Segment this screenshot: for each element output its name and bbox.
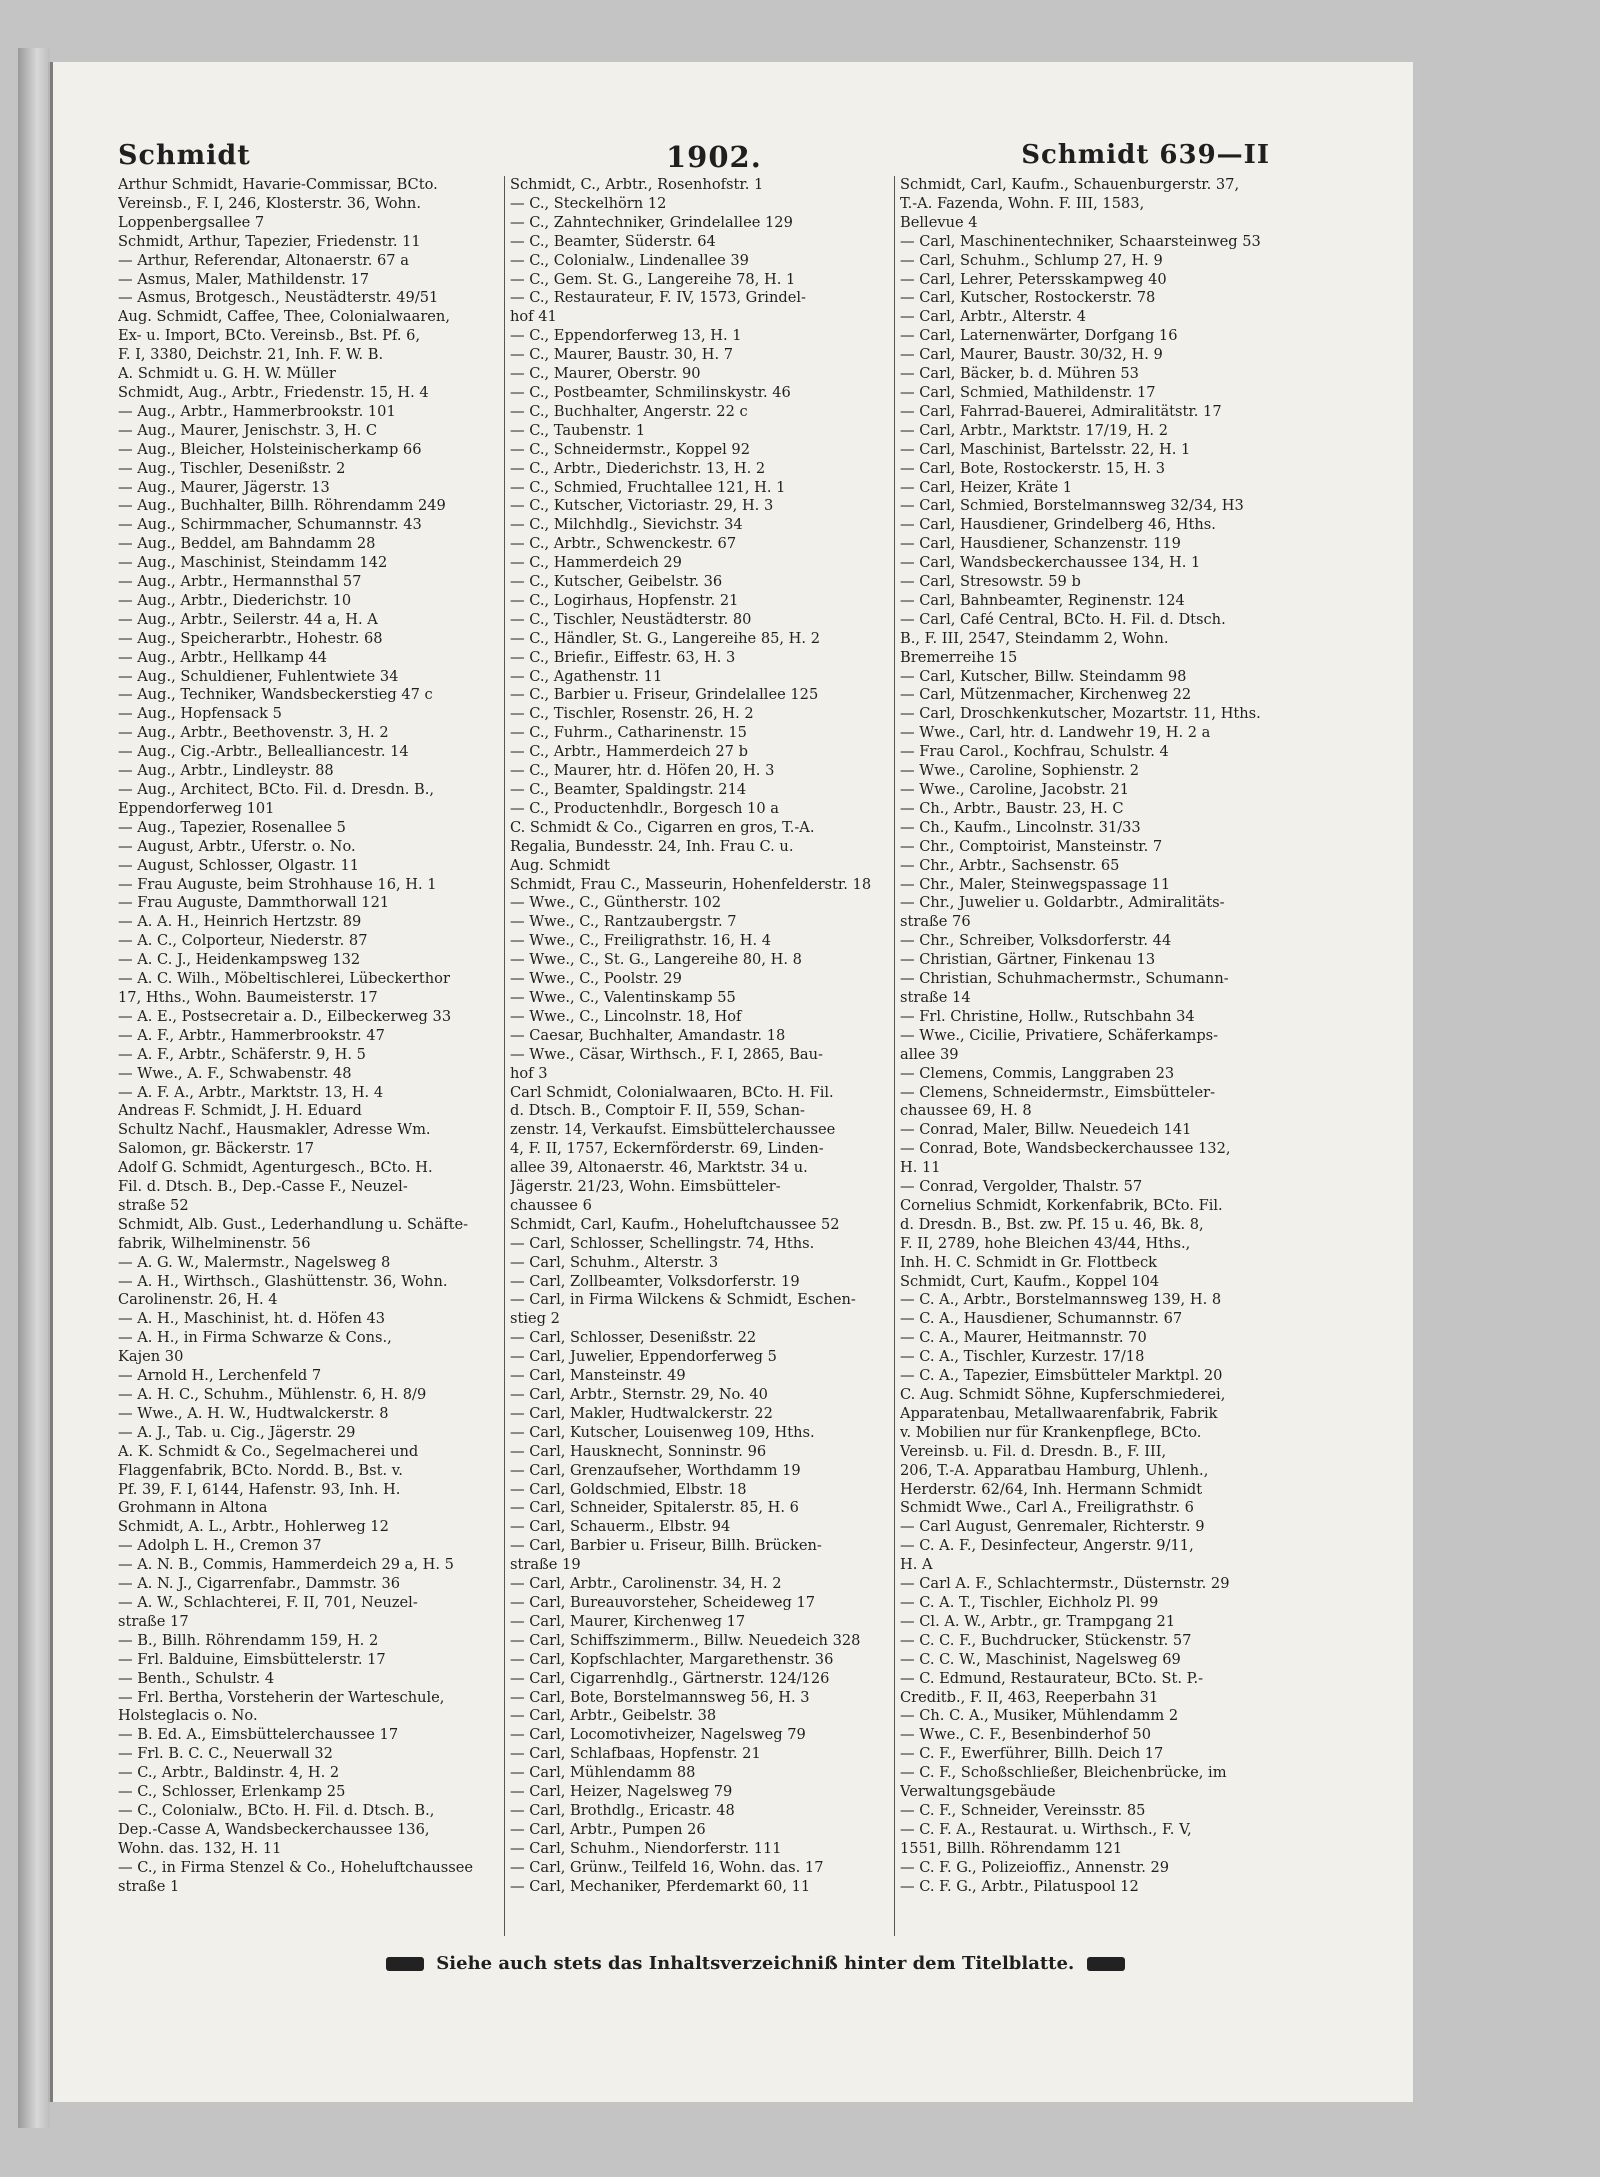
directory-entry: Bellevue 4 bbox=[900, 213, 978, 231]
directory-entry: — Conrad, Maler, Billw. Neuedeich 141 bbox=[900, 1121, 1192, 1139]
directory-entry: — Carl, Heizer, Kräte 1 bbox=[900, 478, 1073, 496]
directory-entry: Regalia, Bundesstr. 24, Inh. Frau C. u. bbox=[510, 837, 794, 855]
directory-entry: Aug. Schmidt bbox=[510, 856, 610, 874]
directory-entry: A. K. Schmidt & Co., Segelmacherei und bbox=[118, 1442, 419, 1460]
directory-entry: — Aug., Arbtr., Hellkamp 44 bbox=[118, 648, 328, 666]
directory-entry: — Aug., Architect, BCto. Fil. d. Dresdn. B., bbox=[118, 781, 435, 798]
directory-entry: — Adolph L. H., Cremon 37 bbox=[118, 1537, 322, 1555]
directory-entry: — Chr., Maler, Steinwegspassage 11 bbox=[900, 875, 1171, 893]
directory-entry: — Wwe., C., Valentinskamp 55 bbox=[510, 988, 736, 1006]
directory-entry: — Carl, Makler, Hudtwalckerstr. 22 bbox=[510, 1404, 773, 1422]
directory-entry: — Carl, Maurer, Baustr. 30/32, H. 9 bbox=[900, 346, 1163, 364]
directory-entry: allee 39 bbox=[900, 1045, 959, 1063]
directory-entry: straße 17 bbox=[118, 1612, 189, 1630]
directory-entry: — C., Agathenstr. 11 bbox=[510, 667, 663, 685]
directory-entry: Schmidt, Frau C., Masseurin, Hohenfelderstr. 18 bbox=[510, 875, 872, 893]
directory-entry: Andreas F. Schmidt, J. H. Eduard bbox=[118, 1102, 362, 1120]
directory-entry: — Carl, Café Central, BCto. H. Fil. d. Dtsch. bbox=[900, 610, 1226, 628]
directory-entry: — Carl, Barbier u. Friseur, Billh. Brücken- bbox=[510, 1537, 822, 1555]
directory-entry: — Carl, in Firma Wilckens & Schmidt, Eschen- bbox=[510, 1291, 856, 1309]
directory-entry: — Wwe., C. F., Besenbinderhof 50 bbox=[900, 1726, 1152, 1744]
directory-entry: — Aug., Arbtr., Seilerstr. 44 a, H. A bbox=[118, 610, 378, 628]
directory-entry: — C., Tischler, Neustädterstr. 80 bbox=[510, 610, 752, 628]
directory-entry: — B., Billh. Röhrendamm 159, H. 2 bbox=[118, 1631, 379, 1649]
directory-entry: — Aug., Maschinist, Steindamm 142 bbox=[118, 554, 388, 572]
directory-entry: — Carl, Grünw., Teilfeld 16, Wohn. das. 17 bbox=[510, 1858, 824, 1876]
directory-entry: — Carl, Schlafbaas, Hopfenstr. 21 bbox=[510, 1745, 761, 1763]
directory-entry: — Carl, Schneider, Spitalerstr. 85, H. 6 bbox=[510, 1499, 799, 1517]
directory-entry: — Aug., Tapezier, Rosenallee 5 bbox=[118, 818, 346, 836]
directory-entry: — Aug., Buchhalter, Billh. Röhrendamm 249 bbox=[118, 497, 446, 515]
directory-entry: Vereinsb. u. Fil. d. Dresdn. B., F. III, bbox=[900, 1442, 1167, 1460]
directory-entry: — C., Restaurateur, F. IV, 1573, Grindel- bbox=[510, 289, 806, 307]
directory-entry: — Wwe., Cicilie, Privatiere, Schäferkamps- bbox=[900, 1026, 1219, 1044]
directory-entry: — C., Buchhalter, Angerstr. 22 c bbox=[510, 402, 748, 420]
directory-entry: — Carl, Brothdlg., Ericastr. 48 bbox=[510, 1801, 735, 1819]
directory-entry: Aug. Schmidt, Caffee, Thee, Colonialwaaren, bbox=[118, 308, 450, 326]
directory-entry: Holsteglacis o. No. bbox=[118, 1707, 258, 1725]
directory-entry: — Carl, Cigarrenhdlg., Gärtnerstr. 124/126 bbox=[510, 1669, 830, 1687]
directory-entry: H. 11 bbox=[900, 1159, 941, 1177]
directory-entry: — Carl, Arbtr., Carolinenstr. 34, H. 2 bbox=[510, 1575, 782, 1593]
directory-entry: B., F. III, 2547, Steindamm 2, Wohn. bbox=[900, 629, 1169, 647]
book-spine bbox=[18, 48, 50, 2128]
directory-entry: 4, F. II, 1757, Eckernförderstr. 69, Linden- bbox=[510, 1140, 824, 1158]
directory-entry: — C., Kutscher, Geibelstr. 36 bbox=[510, 573, 723, 591]
directory-entry: — Aug., Arbtr., Lindleystr. 88 bbox=[118, 762, 334, 780]
directory-entry: — Aug., Maurer, Jägerstr. 13 bbox=[118, 478, 330, 496]
directory-entry: — August, Schlosser, Olgastr. 11 bbox=[118, 856, 360, 874]
directory-entry: — C., Barbier u. Friseur, Grindelallee 125 bbox=[510, 686, 819, 704]
directory-entry: — C., Briefir., Eiffestr. 63, H. 3 bbox=[510, 648, 736, 666]
directory-entry: Schmidt, Aug., Arbtr., Friedenstr. 15, H. 4 bbox=[118, 383, 429, 401]
directory-entry: — Carl, Arbtr., Sternstr. 29, No. 40 bbox=[510, 1386, 768, 1403]
directory-entry: — C., Maurer, Baustr. 30, H. 7 bbox=[510, 346, 734, 364]
directory-entry: — Aug., Speicherarbtr., Hohestr. 68 bbox=[118, 629, 383, 647]
directory-entry: — Carl, Arbtr., Marktstr. 17/19, H. 2 bbox=[900, 421, 1168, 439]
directory-entry: — Carl, Bäcker, b. d. Mühren 53 bbox=[900, 365, 1139, 383]
directory-entry: — Wwe., C., Freiligrathstr. 16, H. 4 bbox=[510, 932, 772, 950]
directory-entry: — A. N. B., Commis, Hammerdeich 29 a, H. 5 bbox=[118, 1556, 454, 1574]
directory-entry: — Frl. Balduine, Eimsbüttelerstr. 17 bbox=[118, 1650, 386, 1668]
directory-entry: — C., Beamter, Süderstr. 64 bbox=[510, 232, 716, 250]
directory-entry: — Carl, Schuhm., Alterstr. 3 bbox=[510, 1253, 719, 1271]
directory-entry: — Carl, Kutscher, Rostockerstr. 78 bbox=[900, 289, 1156, 307]
directory-entry: — C., Beamter, Spaldingstr. 214 bbox=[510, 781, 747, 798]
directory-entry: hof 3 bbox=[510, 1064, 548, 1082]
directory-entry: — Carl, Hausknecht, Sonninstr. 96 bbox=[510, 1442, 767, 1460]
directory-entry: chaussee 6 bbox=[510, 1196, 592, 1214]
directory-entry: — Carl, Schuhm., Schlump 27, H. 9 bbox=[900, 251, 1163, 269]
directory-entry: Herderstr. 62/64, Inh. Hermann Schmidt bbox=[900, 1480, 1203, 1498]
directory-entry: H. A bbox=[900, 1556, 933, 1574]
directory-entry: d. Dtsch. B., Comptoir F. II, 559, Schan- bbox=[510, 1102, 805, 1120]
directory-entry: — Conrad, Bote, Wandsbeckerchaussee 132, bbox=[900, 1140, 1231, 1158]
directory-entry: — Wwe., C., Rantzaubergstr. 7 bbox=[510, 913, 737, 931]
directory-entry: C. Aug. Schmidt Söhne, Kupferschmiederei, bbox=[900, 1386, 1226, 1403]
directory-entry: F. I, 3380, Deichstr. 21, Inh. F. W. B. bbox=[118, 346, 384, 364]
directory-entry: — Carl, Zollbeamter, Volksdorferstr. 19 bbox=[510, 1272, 800, 1290]
directory-entry: — Frl. Christine, Hollw., Rutschbahn 34 bbox=[900, 1007, 1195, 1025]
directory-entry: — A. G. W., Malermstr., Nagelsweg 8 bbox=[118, 1253, 391, 1271]
directory-entry: — Chr., Juwelier u. Goldarbtr., Admiralitäts- bbox=[900, 894, 1225, 912]
directory-entry: straße 76 bbox=[900, 913, 971, 931]
directory-entry: Cornelius Schmidt, Korkenfabrik, BCto. Fil. bbox=[900, 1196, 1223, 1214]
directory-entry: — C. A. T., Tischler, Eichholz Pl. 99 bbox=[900, 1593, 1159, 1611]
directory-entry: zenstr. 14, Verkaufst. Eimsbüttelerchaussee bbox=[510, 1121, 836, 1139]
directory-entry: — C., Hammerdeich 29 bbox=[510, 554, 682, 572]
directory-entry: — Carl, Bahnbeamter, Reginenstr. 124 bbox=[900, 591, 1185, 609]
directory-entry: Grohmann in Altona bbox=[118, 1499, 268, 1517]
directory-entry: straße 1 bbox=[118, 1877, 180, 1895]
directory-entry: T.-A. Fazenda, Wohn. F. III, 1583, bbox=[900, 194, 1145, 212]
directory-entry: — Carl, Arbtr., Alterstr. 4 bbox=[900, 308, 1087, 326]
directory-entry: — Wwe., Caroline, Sophienstr. 2 bbox=[900, 762, 1140, 780]
directory-entry: A. Schmidt u. G. H. W. Müller bbox=[118, 365, 336, 383]
directory-entry: — Carl, Maschinentechniker, Schaarsteinweg 53 bbox=[900, 232, 1261, 250]
directory-entry: — C. F., Schneider, Vereinsstr. 85 bbox=[900, 1801, 1146, 1819]
directory-entry: — C., in Firma Stenzel & Co., Hoheluftchaussee bbox=[118, 1858, 474, 1876]
directory-entry: — Aug., Tischler, Desenißstr. 2 bbox=[118, 459, 346, 477]
page-footer bbox=[380, 1953, 1075, 1974]
directory-entry: Jägerstr. 21/23, Wohn. Eimsbütteler- bbox=[510, 1178, 781, 1196]
directory-entry: — Carl, Droschkenkutscher, Mozartstr. 11, Hths. bbox=[900, 705, 1261, 723]
directory-entry: — Aug., Maurer, Jenischstr. 3, H. C bbox=[118, 421, 378, 439]
directory-entry: — A. C. J., Heidenkampsweg 132 bbox=[118, 951, 361, 969]
directory-entry: — Frau Carol., Kochfrau, Schulstr. 4 bbox=[900, 743, 1169, 761]
directory-entry: — A. H., Maschinist, ht. d. Höfen 43 bbox=[118, 1310, 386, 1328]
directory-entry: — Carl, Kopfschlachter, Margarethenstr. 36 bbox=[510, 1650, 834, 1668]
directory-entry: — C. A. F., Desinfecteur, Angerstr. 9/11, bbox=[900, 1537, 1194, 1555]
directory-entry: — A. F., Arbtr., Hammerbrookstr. 47 bbox=[118, 1026, 385, 1044]
directory-entry: — C., Colonialw., BCto. H. Fil. d. Dtsch. B., bbox=[118, 1801, 435, 1819]
directory-entry: — Carl, Mützenmacher, Kirchenweg 22 bbox=[900, 686, 1192, 704]
directory-entry: Wohn. das. 132, H. 11 bbox=[118, 1839, 282, 1857]
directory-entry: — Frau Auguste, beim Strohhause 16, H. 1 bbox=[118, 875, 437, 893]
directory-entry: — C., Tischler, Rosenstr. 26, H. 2 bbox=[510, 705, 754, 723]
directory-entry: — C. A., Tapezier, Eimsbütteler Marktpl. 20 bbox=[900, 1367, 1223, 1385]
directory-entry: — Wwe., Carl, htr. d. Landwehr 19, H. 2 a bbox=[900, 724, 1211, 742]
directory-entry: — Carl, Mansteinstr. 49 bbox=[510, 1367, 686, 1385]
directory-entry: — Conrad, Vergolder, Thalstr. 57 bbox=[900, 1178, 1143, 1196]
column-divider bbox=[894, 176, 895, 1936]
directory-entry: Verwaltungsgebäude bbox=[900, 1783, 1056, 1801]
pointing-hand-icon bbox=[1087, 1957, 1125, 1971]
directory-entry: fabrik, Wilhelminenstr. 56 bbox=[118, 1234, 311, 1252]
directory-entry: — Aug., Cig.-Arbtr., Bellealliancestr. 14 bbox=[118, 743, 409, 761]
directory-entry: Schmidt, Carl, Kaufm., Schauenburgerstr. 37, bbox=[900, 176, 1240, 193]
directory-entry: Schultz Nachf., Hausmakler, Adresse Wm. bbox=[118, 1121, 431, 1139]
directory-entry: — Carl, Heizer, Nagelsweg 79 bbox=[510, 1783, 733, 1801]
directory-entry: — C. C. W., Maschinist, Nagelsweg 69 bbox=[900, 1650, 1181, 1668]
directory-entry: — C. Edmund, Restaurateur, BCto. St. P.- bbox=[900, 1669, 1204, 1687]
directory-entry: — Clemens, Commis, Langgraben 23 bbox=[900, 1064, 1175, 1082]
directory-entry: — Carl, Bote, Rostockerstr. 15, H. 3 bbox=[900, 459, 1165, 477]
directory-entry: — Carl, Schauerm., Elbstr. 94 bbox=[510, 1518, 731, 1536]
directory-entry: 1551, Billh. Röhrendamm 121 bbox=[900, 1839, 1123, 1857]
directory-entry: — C., Maurer, Oberstr. 90 bbox=[510, 365, 701, 383]
directory-entry: — Christian, Schuhmachermstr., Schumann- bbox=[900, 970, 1229, 988]
directory-entry: — Christian, Gärtner, Finkenau 13 bbox=[900, 951, 1156, 969]
directory-entry: — Chr., Schreiber, Volksdorferstr. 44 bbox=[900, 932, 1172, 950]
directory-entry: — A. W., Schlachterei, F. II, 701, Neuzel- bbox=[118, 1593, 418, 1611]
directory-entry: hof 41 bbox=[510, 308, 557, 326]
directory-entry: — Aug., Schuldiener, Fuhlentwiete 34 bbox=[118, 667, 399, 685]
column-1 bbox=[118, 176, 498, 1940]
directory-entry: — Ch., Kaufm., Lincolnstr. 31/33 bbox=[900, 818, 1141, 836]
directory-entry: — Carl, Juwelier, Eppendorferweg 5 bbox=[510, 1348, 777, 1366]
directory-entry: — C. F. A., Restaurat. u. Wirthsch., F. V, bbox=[900, 1820, 1192, 1838]
column-divider bbox=[504, 176, 505, 1936]
directory-entry: — A. H., in Firma Schwarze & Cons., bbox=[118, 1329, 392, 1347]
directory-entry: — Carl, Stresowstr. 59 b bbox=[900, 573, 1081, 591]
directory-entry: straße 14 bbox=[900, 988, 971, 1006]
directory-entry: v. Mobilien nur für Krankenpflege, BCto. bbox=[900, 1423, 1202, 1441]
directory-entry: Ex- u. Import, BCto. Vereinsb., Bst. Pf. 6, bbox=[118, 327, 421, 345]
directory-entry: — Carl, Lehrer, Petersskampweg 40 bbox=[900, 270, 1167, 288]
directory-entry: — Caesar, Buchhalter, Amandastr. 18 bbox=[510, 1026, 786, 1044]
directory-entry: — C., Taubenstr. 1 bbox=[510, 421, 646, 439]
directory-entry: — C., Logirhaus, Hopfenstr. 21 bbox=[510, 591, 739, 609]
directory-entry: — Arthur, Referendar, Altonaerstr. 67 a bbox=[118, 251, 409, 269]
directory-entry: — Aug., Arbtr., Hermannsthal 57 bbox=[118, 573, 362, 591]
directory-entry: — Wwe., C., Güntherstr. 102 bbox=[510, 894, 722, 912]
directory-entry: straße 52 bbox=[118, 1196, 189, 1214]
directory-entry: — Aug., Bleicher, Holsteinischerkamp 66 bbox=[118, 440, 422, 458]
column-2 bbox=[510, 176, 890, 1940]
directory-entry: — C., Fuhrm., Catharinenstr. 15 bbox=[510, 724, 747, 742]
directory-entry: Dep.-Casse A, Wandsbeckerchaussee 136, bbox=[118, 1820, 430, 1838]
directory-entry: — Carl, Fahrrad-Bauerei, Admiralitätstr. 17 bbox=[900, 402, 1222, 420]
directory-entry: — Carl, Goldschmied, Elbstr. 18 bbox=[510, 1480, 747, 1498]
header-right-name-page: Schmidt 639—II bbox=[1021, 140, 1270, 170]
directory-entry: — Carl, Maschinist, Bartelsstr. 22, H. 1 bbox=[900, 440, 1191, 458]
column-3 bbox=[900, 176, 1280, 1940]
directory-entry: — C., Steckelhörn 12 bbox=[510, 194, 667, 212]
directory-entry: — A. A. H., Heinrich Hertzstr. 89 bbox=[118, 913, 362, 931]
directory-entry: — Aug., Beddel, am Bahndamm 28 bbox=[118, 535, 376, 553]
directory-entry: — A. H. C., Schuhm., Mühlenstr. 6, H. 8/9 bbox=[118, 1386, 427, 1403]
directory-entry: — C., Productenhdlr., Borgesch 10 a bbox=[510, 799, 779, 817]
directory-entry: Schmidt, C., Arbtr., Rosenhofstr. 1 bbox=[510, 176, 764, 193]
directory-entry: — A. E., Postsecretair a. D., Eilbeckerweg 33 bbox=[118, 1007, 452, 1025]
directory-entry: — C., Schlosser, Erlenkamp 25 bbox=[118, 1783, 346, 1801]
directory-entry: — Clemens, Schneidermstr., Eimsbütteler- bbox=[900, 1083, 1216, 1101]
directory-entry: — Carl, Schuhm., Niendorferstr. 111 bbox=[510, 1839, 782, 1857]
directory-entry: — Wwe., C., Poolstr. 29 bbox=[510, 970, 682, 988]
directory-entry: F. II, 2789, hohe Bleichen 43/44, Hths., bbox=[900, 1234, 1191, 1252]
directory-entry: — C. F. G., Polizeioffiz., Annenstr. 29 bbox=[900, 1858, 1170, 1876]
directory-entry: Schmidt, A. L., Arbtr., Hohlerweg 12 bbox=[118, 1518, 389, 1536]
directory-entry: Vereinsb., F. I, 246, Klosterstr. 36, Wohn. bbox=[118, 194, 421, 212]
directory-entry: C. Schmidt & Co., Cigarren en gros, T.-A. bbox=[510, 818, 815, 836]
directory-entry: — C. A., Hausdiener, Schumannstr. 67 bbox=[900, 1310, 1183, 1328]
directory-entry: — C. A., Tischler, Kurzestr. 17/18 bbox=[900, 1348, 1145, 1366]
directory-entry: Flaggenfabrik, BCto. Nordd. B., Bst. v. bbox=[118, 1461, 403, 1479]
directory-entry: — Carl, Schmied, Borstelmannsweg 32/34, H3 bbox=[900, 497, 1244, 515]
directory-entry: — Carl, Schlosser, Schellingstr. 74, Hths. bbox=[510, 1234, 815, 1252]
directory-entry: — A. C., Colporteur, Niederstr. 87 bbox=[118, 932, 368, 950]
directory-entry: — C. A., Arbtr., Borstelmannsweg 139, H. 8 bbox=[900, 1291, 1222, 1309]
footer-note: Siehe auch stets das Inhaltsverzeichniß hinter dem Titelblatte. bbox=[436, 1953, 1075, 1974]
directory-entry: d. Dresdn. B., Bst. zw. Pf. 15 u. 46, Bk. 8, bbox=[900, 1215, 1204, 1233]
directory-entry: — Ch., Arbtr., Baustr. 23, H. C bbox=[900, 799, 1124, 817]
directory-entry: — Ch. C. A., Musiker, Mühlendamm 2 bbox=[900, 1707, 1179, 1725]
directory-entry: — C., Schneidermstr., Koppel 92 bbox=[510, 440, 750, 458]
directory-entry: — Carl, Arbtr., Pumpen 26 bbox=[510, 1820, 706, 1838]
directory-entry: — C., Postbeamter, Schmilinskystr. 46 bbox=[510, 383, 791, 401]
directory-entry: — Carl, Schlosser, Desenißstr. 22 bbox=[510, 1329, 757, 1347]
directory-entry: — C. F., Ewerführer, Billh. Deich 17 bbox=[900, 1745, 1164, 1763]
directory-entry: — Carl, Mechaniker, Pferdemarkt 60, 11 bbox=[510, 1877, 811, 1895]
directory-entry: — C., Arbtr., Baldinstr. 4, H. 2 bbox=[118, 1764, 340, 1782]
pointing-hand-icon bbox=[386, 1957, 424, 1971]
page-header bbox=[118, 140, 1270, 176]
directory-entry: — C., Gem. St. G., Langereihe 78, H. 1 bbox=[510, 270, 796, 288]
directory-entry: — Frl. Bertha, Vorsteherin der Warteschule, bbox=[118, 1688, 445, 1706]
directory-entry: — Carl, Kutscher, Billw. Steindamm 98 bbox=[900, 667, 1187, 685]
directory-entry: Schmidt Wwe., Carl A., Freiligrathstr. 6 bbox=[900, 1499, 1194, 1517]
directory-entry: Schmidt, Curt, Kaufm., Koppel 104 bbox=[900, 1272, 1160, 1290]
directory-entry: Loppenbergsallee 7 bbox=[118, 213, 265, 231]
directory-entry: — C., Zahntechniker, Grindelallee 129 bbox=[510, 213, 793, 231]
directory-entry: — C. C. F., Buchdrucker, Stückenstr. 57 bbox=[900, 1631, 1192, 1649]
directory-entry: Creditb., F. II, 463, Reeperbahn 31 bbox=[900, 1688, 1159, 1706]
directory-entry: Inh. H. C. Schmidt in Gr. Flottbeck bbox=[900, 1253, 1158, 1271]
directory-entry: — C., Arbtr., Diederichstr. 13, H. 2 bbox=[510, 459, 766, 477]
directory-entry: — Chr., Comptoirist, Mansteinstr. 7 bbox=[900, 837, 1163, 855]
directory-entry: — Carl, Bureauvorsteher, Scheideweg 17 bbox=[510, 1593, 816, 1611]
directory-entry: Schmidt, Arthur, Tapezier, Friedenstr. 11 bbox=[118, 232, 421, 250]
directory-entry: — Carl August, Genremaler, Richterstr. 9 bbox=[900, 1518, 1205, 1536]
directory-entry: — C., Händler, St. G., Langereihe 85, H. 2 bbox=[510, 629, 820, 647]
directory-entry: Fil. d. Dtsch. B., Dep.-Casse F., Neuzel- bbox=[118, 1178, 408, 1196]
directory-entry: — C. F. G., Arbtr., Pilatuspool 12 bbox=[900, 1877, 1139, 1895]
directory-entry: 206, T.-A. Apparatbau Hamburg, Uhlenh., bbox=[900, 1461, 1209, 1479]
directory-entry: — A. F. A., Arbtr., Marktstr. 13, H. 4 bbox=[118, 1083, 384, 1101]
directory-entry: — C., Kutscher, Victoriastr. 29, H. 3 bbox=[510, 497, 774, 515]
directory-entry: — Arnold H., Lerchenfeld 7 bbox=[118, 1367, 322, 1385]
directory-entry: — Frl. B. C. C., Neuerwall 32 bbox=[118, 1745, 333, 1763]
directory-entry: — Benth., Schulstr. 4 bbox=[118, 1669, 275, 1687]
directory-entry: Adolf G. Schmidt, Agenturgesch., BCto. H. bbox=[118, 1159, 433, 1177]
directory-entry: — Aug., Arbtr., Beethovenstr. 3, H. 2 bbox=[118, 724, 389, 742]
directory-entry: — Carl, Hausdiener, Schanzenstr. 119 bbox=[900, 535, 1181, 553]
directory-entry: — Carl, Laternenwärter, Dorfgang 16 bbox=[900, 327, 1178, 345]
directory-entry: Carl Schmidt, Colonialwaaren, BCto. H. Fil. bbox=[510, 1083, 834, 1101]
directory-entry: — C., Arbtr., Hammerdeich 27 b bbox=[510, 743, 748, 761]
directory-entry: — C., Milchhdlg., Sievichstr. 34 bbox=[510, 516, 743, 534]
directory-entry: Bremerreihe 15 bbox=[900, 648, 1018, 666]
directory-entry: — B. Ed. A., Eimsbüttelerchaussee 17 bbox=[118, 1726, 399, 1744]
directory-entry: — C., Arbtr., Schwenckestr. 67 bbox=[510, 535, 737, 553]
directory-entry: — August, Arbtr., Uferstr. o. No. bbox=[118, 837, 356, 855]
directory-entry: — A. F., Arbtr., Schäferstr. 9, H. 5 bbox=[118, 1045, 366, 1063]
directory-entry: — Carl, Schmied, Mathildenstr. 17 bbox=[900, 383, 1156, 401]
directory-entry: — Wwe., Cäsar, Wirthsch., F. I, 2865, Bau- bbox=[510, 1045, 823, 1063]
directory-entry: — Aug., Arbtr., Hammerbrookstr. 101 bbox=[118, 402, 396, 420]
directory-entry: — Carl, Locomotivheizer, Nagelsweg 79 bbox=[510, 1726, 806, 1744]
directory-entry: 17, Hths., Wohn. Baumeisterstr. 17 bbox=[118, 988, 378, 1006]
directory-entry: — A. N. J., Cigarrenfabr., Dammstr. 36 bbox=[118, 1575, 401, 1593]
directory-entry: chaussee 69, H. 8 bbox=[900, 1102, 1032, 1120]
directory-entry: Salomon, gr. Bäckerstr. 17 bbox=[118, 1140, 315, 1158]
directory-entry: Kajen 30 bbox=[118, 1348, 184, 1366]
directory-entry: Apparatenbau, Metallwaarenfabrik, Fabrik bbox=[900, 1404, 1218, 1422]
directory-entry: — Chr., Arbtr., Sachsenstr. 65 bbox=[900, 856, 1120, 874]
directory-entry: — Carl, Grenzaufseher, Worthdamm 19 bbox=[510, 1461, 801, 1479]
directory-entry: — Carl, Mühlendamm 88 bbox=[510, 1764, 696, 1782]
directory-entry: — A. H., Wirthsch., Glashüttenstr. 36, Wohn. bbox=[118, 1272, 448, 1290]
directory-entry: — Carl A. F., Schlachtermstr., Düsternstr. 29 bbox=[900, 1575, 1230, 1593]
directory-entry: — Wwe., A. H. W., Hudtwalckerstr. 8 bbox=[118, 1404, 389, 1422]
directory-entry: — C. A., Maurer, Heitmannstr. 70 bbox=[900, 1329, 1147, 1347]
directory-entry: — Carl, Kutscher, Louisenweg 109, Hths. bbox=[510, 1423, 815, 1441]
directory-entry: — Carl, Bote, Borstelmannsweg 56, H. 3 bbox=[510, 1688, 810, 1706]
directory-entry: — C., Maurer, htr. d. Höfen 20, H. 3 bbox=[510, 762, 775, 780]
directory-entry: — A. J., Tab. u. Cig., Jägerstr. 29 bbox=[118, 1423, 356, 1441]
directory-entry: — C., Colonialw., Lindenallee 39 bbox=[510, 251, 749, 269]
directory-entry: — Asmus, Brotgesch., Neustädterstr. 49/51 bbox=[118, 289, 439, 307]
directory-entry: — Aug., Arbtr., Diederichstr. 10 bbox=[118, 591, 352, 609]
directory-columns bbox=[118, 176, 1276, 1940]
directory-entry: — Frau Auguste, Dammthorwall 121 bbox=[118, 894, 390, 912]
directory-entry: — Carl, Hausdiener, Grindelberg 46, Hths. bbox=[900, 516, 1216, 534]
directory-entry: Eppendorferweg 101 bbox=[118, 799, 275, 817]
directory-entry: — Wwe., C., Lincolnstr. 18, Hof bbox=[510, 1007, 742, 1025]
directory-entry: — Asmus, Maler, Mathildenstr. 17 bbox=[118, 270, 370, 288]
directory-entry: Schmidt, Carl, Kaufm., Hoheluftchaussee 52 bbox=[510, 1215, 840, 1233]
directory-entry: — C. F., Schoßschließer, Bleichenbrücke, im bbox=[900, 1764, 1227, 1782]
directory-entry: stieg 2 bbox=[510, 1310, 560, 1328]
directory-entry: Schmidt, Alb. Gust., Lederhandlung u. Schäfte- bbox=[118, 1215, 469, 1233]
directory-entry: — Aug., Schirmmacher, Schumannstr. 43 bbox=[118, 516, 422, 534]
directory-entry: — Wwe., C., St. G., Langereihe 80, H. 8 bbox=[510, 951, 802, 969]
directory-entry: Arthur Schmidt, Havarie-Commissar, BCto. bbox=[118, 176, 438, 193]
directory-entry: Pf. 39, F. I, 6144, Hafenstr. 93, Inh. H. bbox=[118, 1480, 401, 1498]
directory-entry: allee 39, Altonaerstr. 46, Marktstr. 34 u. bbox=[510, 1159, 808, 1177]
directory-entry: — Wwe., Caroline, Jacobstr. 21 bbox=[900, 781, 1129, 798]
directory-entry: — C., Eppendorferweg 13, H. 1 bbox=[510, 327, 742, 345]
directory-entry: — Cl. A. W., Arbtr., gr. Trampgang 21 bbox=[900, 1612, 1176, 1630]
header-left-name: Schmidt bbox=[118, 140, 251, 171]
directory-entry: — Carl, Maurer, Kirchenweg 17 bbox=[510, 1612, 746, 1630]
directory-entry: — Aug., Techniker, Wandsbeckerstieg 47 c bbox=[118, 686, 433, 704]
directory-entry: — Carl, Schiffszimmerm., Billw. Neuedeich 328 bbox=[510, 1631, 861, 1649]
directory-entry: — Carl, Arbtr., Geibelstr. 38 bbox=[510, 1707, 717, 1725]
directory-entry: — Carl, Wandsbeckerchaussee 134, H. 1 bbox=[900, 554, 1201, 572]
directory-entry: — C., Schmied, Fruchtallee 121, H. 1 bbox=[510, 478, 786, 496]
directory-entry: straße 19 bbox=[510, 1556, 581, 1574]
directory-entry: — Wwe., A. F., Schwabenstr. 48 bbox=[118, 1064, 352, 1082]
directory-entry: — Aug., Hopfensack 5 bbox=[118, 705, 282, 723]
directory-entry: Carolinenstr. 26, H. 4 bbox=[118, 1291, 278, 1309]
header-year: 1902. bbox=[666, 140, 762, 174]
directory-entry: — A. C. Wilh., Möbeltischlerei, Lübeckerthor bbox=[118, 970, 450, 988]
